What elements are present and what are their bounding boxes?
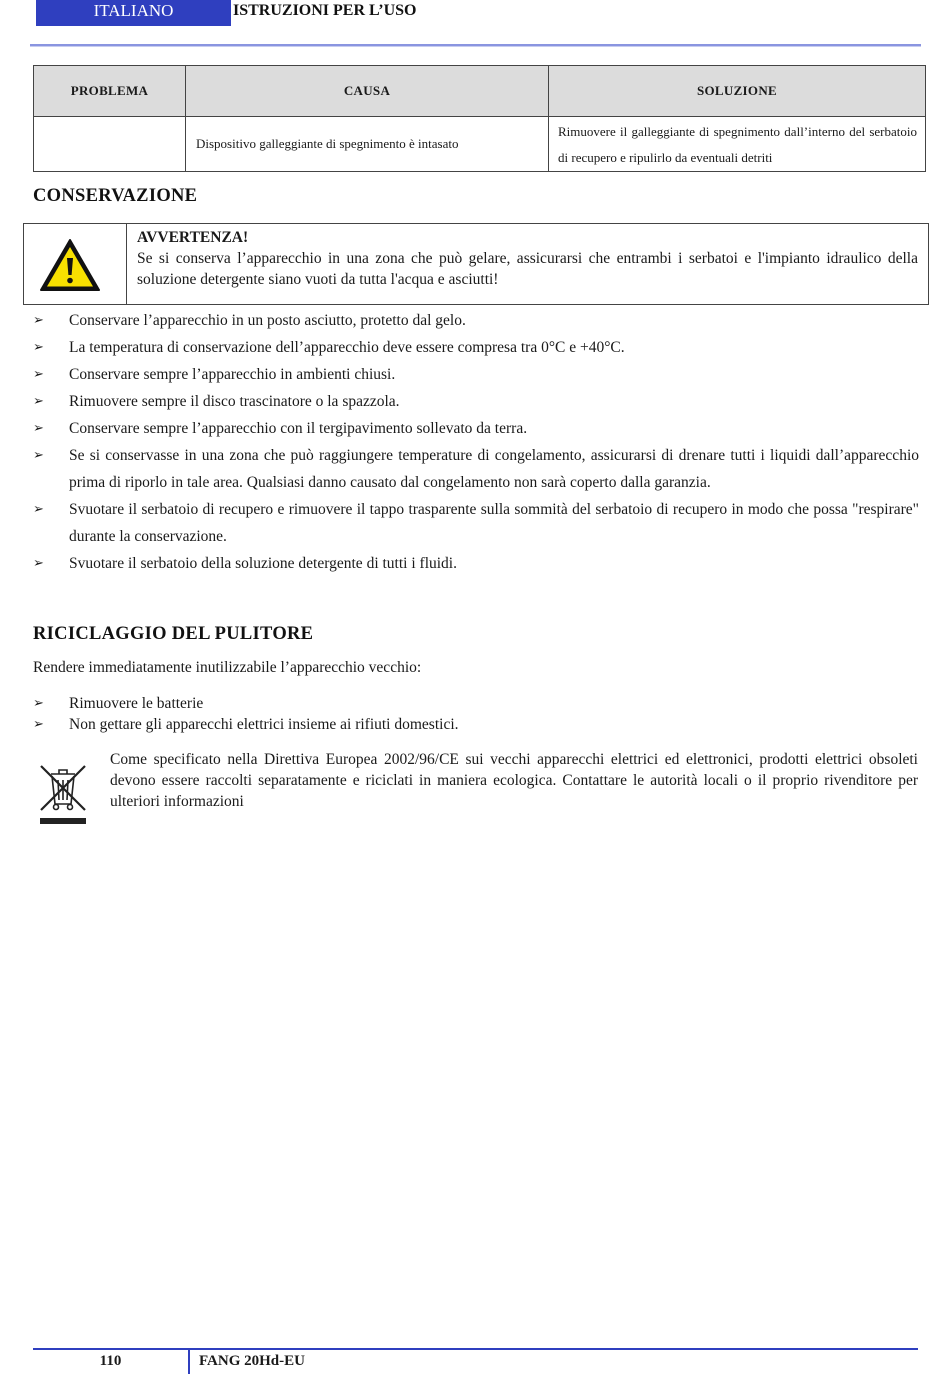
list-item: ➢ Se si conservasse in una zona che può raggiungere temperature di congelamento, assicurarsi di drenare tutti i liquidi dall’apparecchio prima di riporlo in tale area. Qualsiasi danno causato dal congelamento non sarà coperto dalla garanzia.: [33, 442, 919, 496]
table-row: [34, 117, 926, 172]
warning-box: [23, 223, 929, 305]
warning-text: Se si conserva l’apparecchio in una zona che può gelare, assicurarsi che entrambi i serbatoi e l'impianto idraulico della soluzione detergente siano vuoti da tutta l'acqua e asciutti!: [137, 250, 918, 288]
column-header-problema: PROBLEMA: [34, 66, 186, 117]
language-tab: ITALIANO: [36, 0, 231, 26]
arrow-bullet-icon: ➢: [33, 394, 44, 409]
list-item: ➢ Rimuovere sempre il disco trascinatore o la spazzola.: [33, 388, 919, 415]
column-header-causa: CAUSA: [186, 66, 549, 117]
list-item: ➢ La temperatura di conservazione dell’apparecchio deve essere compresa tra 0°C e +40°C.: [33, 334, 919, 361]
column-header-soluzione: SOLUZIONE: [549, 66, 926, 117]
crossed-out-bin-icon: [37, 762, 89, 826]
arrow-bullet-icon: ➢: [33, 421, 44, 436]
list-item: ➢ Svuotare il serbatoio di recupero e rimuovere il tappo trasparente sulla sommità del serbatoio di recupero in modo che possa "respirare" durante la conservazione.: [33, 496, 919, 550]
table-header-row: [34, 66, 926, 117]
list-item: ➢ Conservare sempre l’apparecchio in ambienti chiusi.: [33, 361, 919, 388]
recycling-list: [33, 693, 919, 735]
warning-triangle-icon: [39, 238, 101, 292]
list-item: ➢ Conservare l’apparecchio in un posto asciutto, protetto dal gelo.: [33, 307, 919, 334]
warning-icon-cell: [24, 224, 127, 304]
list-item: ➢ Non gettare gli apparecchi elettrici insieme ai rifiuti domestici.: [33, 716, 459, 733]
cell-soluzione: Rimuovere il galleggiante di spegnimento dall’interno del serbatoio di recupero e ripulirlo da eventuali detriti: [549, 117, 926, 172]
weee-directive-text: Come specificato nella Direttiva Europea 2002/96/CE sui vecchi apparecchi elettrici ed elettronici, prodotti elettrici obsoleti devono essere raccolti separatamente e riciclati in maniera ecologica. Contattare le autorità locali o il proprio rivenditore per ulteriori informazioni: [110, 751, 918, 810]
document-title: ISTRUZIONI PER L’USO: [233, 2, 417, 19]
header-divider: [30, 44, 921, 47]
section-heading-riciclaggio: RICICLAGGIO DEL PULITORE: [33, 624, 314, 644]
footer-separator: [188, 1350, 190, 1374]
model-name: FANG 20Hd-EU: [199, 1353, 305, 1369]
arrow-bullet-icon: ➢: [33, 340, 44, 355]
warning-title: AVVERTENZA!: [137, 229, 249, 246]
recycling-intro: Rendere immediatamente inutilizzabile l’apparecchio vecchio:: [33, 659, 422, 676]
storage-list: [33, 307, 919, 577]
warning-content: [137, 227, 918, 290]
arrow-bullet-icon: ➢: [33, 313, 44, 328]
page-number: 110: [99, 1353, 122, 1369]
footer-divider: [33, 1348, 918, 1350]
arrow-bullet-icon: ➢: [33, 367, 44, 382]
arrow-bullet-icon: ➢: [33, 448, 44, 463]
list-item: ➢ Conservare sempre l’apparecchio con il tergipavimento sollevato da terra.: [33, 415, 919, 442]
list-item: ➢ Svuotare il serbatoio della soluzione detergente di tutti i fluidi.: [33, 550, 919, 577]
cell-causa: Dispositivo galleggiante di spegnimento è intasato: [186, 117, 549, 172]
arrow-bullet-icon: ➢: [33, 696, 44, 711]
cell-problema: [34, 117, 186, 172]
section-heading-conservazione: CONSERVAZIONE: [33, 186, 198, 206]
arrow-bullet-icon: ➢: [33, 502, 44, 517]
troubleshooting-table: [33, 65, 926, 172]
list-item: ➢ Rimuovere le batterie: [33, 695, 204, 712]
arrow-bullet-icon: ➢: [33, 556, 44, 571]
arrow-bullet-icon: ➢: [33, 717, 44, 732]
